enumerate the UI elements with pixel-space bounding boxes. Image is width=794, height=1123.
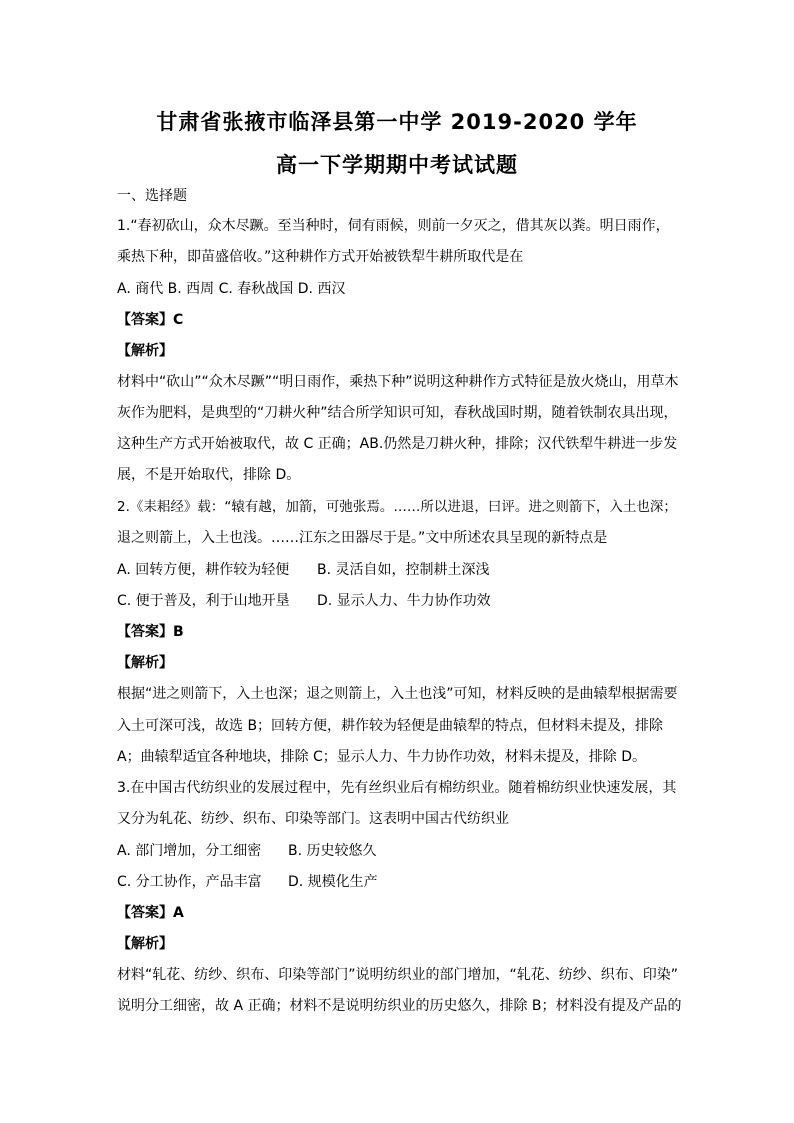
q3-answer: 【答案】A	[117, 905, 184, 921]
document-title-line1: 甘肃省张掖市临泽县第一中学 2019-2020 学年	[156, 110, 638, 134]
section-heading: 一、选择题	[117, 188, 187, 204]
q1-stem-line1: 1.“春初砍山，众木尽蹶。至当种时，伺有雨候，则前一夕灭之，借其灰以粪。明日雨作，	[117, 218, 670, 234]
q3-option-a: A. 部门增加，分工细密	[117, 843, 262, 859]
q3-analysis-label: 【解析】	[117, 936, 173, 952]
q3-option-b: B. 历史较悠久	[288, 843, 377, 859]
q3-option-c: C. 分工协作，产品丰富	[117, 874, 262, 890]
q1-analysis-line4: 展，不是开始取代，排除 D。	[117, 467, 301, 483]
document-title-line2: 高一下学期期中考试试题	[276, 153, 518, 177]
q1-analysis-line2: 灰作为肥料，是典型的“刀耕火种”结合所学知识可知，春秋战国时期，随着铁制农具出现，	[117, 405, 678, 421]
q2-option-c: C. 便于普及，利于山地开垦	[117, 593, 290, 609]
q3-option-d: D. 规模化生产	[288, 874, 378, 890]
q2-stem-line2: 退之则箭上，入土也浅。……江东之田器尽于是。”文中所述农具呈现的新特点是	[117, 530, 608, 546]
q1-analysis-line1: 材料中“砍山”“众木尽蹶”“明日雨作，乘热下种”说明这种耕作方式特征是放火烧山，用草木	[117, 374, 679, 390]
q3-stem-line1: 3.在中国古代纺织业的发展过程中，先有丝织业后有棉纺织业。随着棉纺织业快速发展，其	[117, 780, 677, 796]
q2-answer: 【答案】B	[117, 624, 184, 640]
q2-option-b: B. 灵活自如，控制耕土深浅	[317, 562, 490, 578]
q1-answer: 【答案】C	[117, 312, 184, 328]
q3-analysis-line1: 材料“轧花、纺纱、织布、印染等部门”说明纺织业的部门增加，“轧花、纺纱、织布、印染”	[117, 967, 679, 983]
q1-stem-line2: 乘热下种，即苗盛倍收。”这种耕作方式开始被铁犁牛耕所取代是在	[117, 249, 524, 265]
q2-analysis-line1: 根据“进之则箭下，入土也深；退之则箭上，入土也浅”可知，材料反映的是曲辕犁根据需要	[117, 686, 678, 702]
q2-stem-line1: 2.《耒耜经》载：“辕有越，加箭，可弛张焉。……所以进退，曰评。进之则箭下，入土也深；	[117, 499, 677, 515]
q3-stem-line2: 又分为轧花、纺纱、织布、印染等部门。这表明中国古代纺织业	[117, 811, 509, 827]
q2-analysis-label: 【解析】	[117, 655, 173, 671]
q1-analysis-label: 【解析】	[117, 343, 173, 359]
q1-options: A. 商代 B. 西周 C. 春秋战国 D. 西汉	[117, 281, 346, 297]
q2-option-d: D. 显示人力、牛力协作功效	[317, 593, 491, 609]
q2-analysis-line3: A；曲辕犁适宜各种地块，排除 C；显示人力、牛力协作功效，材料未提及，排除 D。	[117, 749, 647, 765]
q1-analysis-line3: 这种生产方式开始被取代，故 C 正确；AB.仍然是刀耕火种，排除；汉代铁犁牛耕进一步发	[117, 436, 678, 452]
q2-analysis-line2: 入土可深可浅，故选 B；回转方便，耕作较为轻便是曲辕犁的特点，但材料未提及，排除	[117, 718, 664, 734]
q2-option-a: A. 回转方便，耕作较为轻便	[117, 562, 290, 578]
q3-analysis-line2: 说明分工细密，故 A 正确；材料不是说明纺织业的历史悠久，排除 B；材料没有提及产品的	[117, 998, 682, 1014]
